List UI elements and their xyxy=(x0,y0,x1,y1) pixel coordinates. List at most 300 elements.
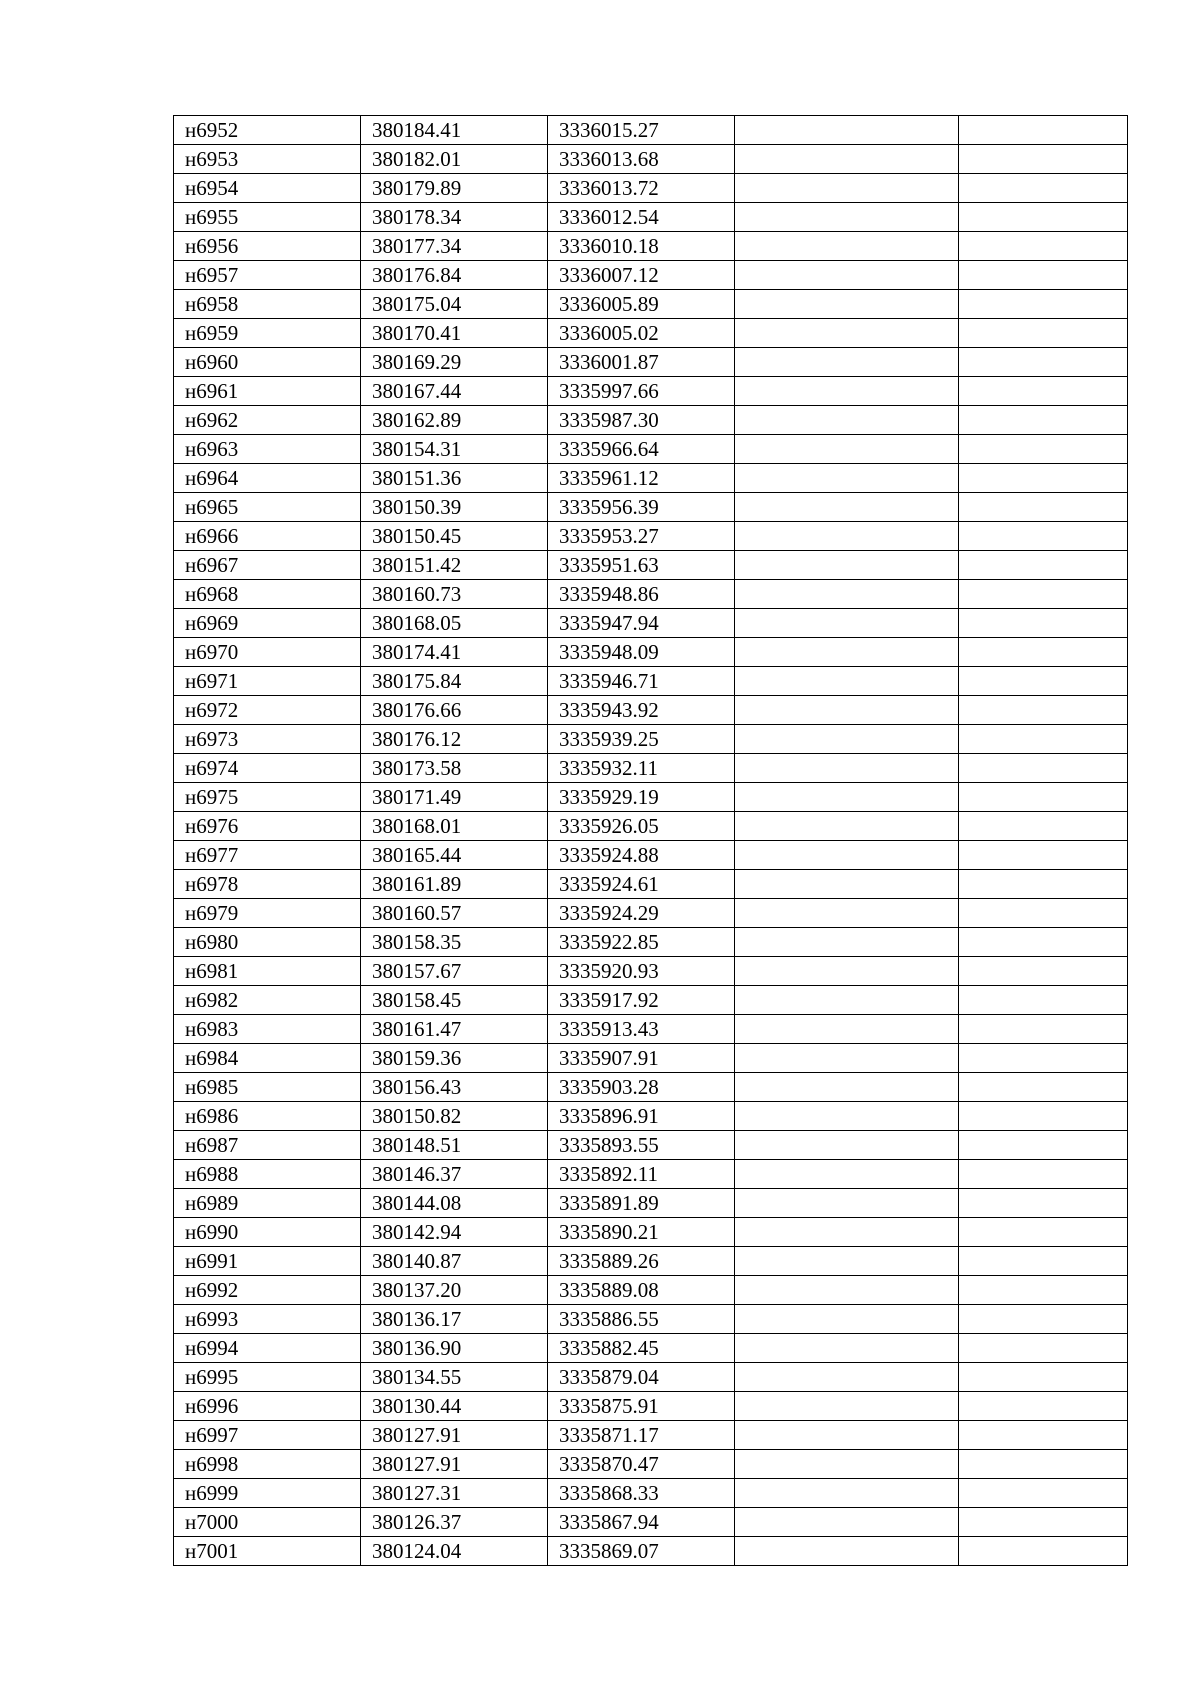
y-coordinate-cell: 3335951.63 xyxy=(548,551,735,580)
empty-cell xyxy=(959,957,1128,986)
empty-cell xyxy=(735,1363,959,1392)
point-id-cell: н6981 xyxy=(174,957,361,986)
empty-cell xyxy=(735,1189,959,1218)
empty-cell xyxy=(959,145,1128,174)
table-row xyxy=(174,1276,1128,1305)
empty-cell xyxy=(735,522,959,551)
empty-cell xyxy=(735,116,959,145)
x-coordinate-cell: 380137.20 xyxy=(361,1276,548,1305)
point-id-cell: н6982 xyxy=(174,986,361,1015)
point-id-cell: н6996 xyxy=(174,1392,361,1421)
empty-cell xyxy=(959,1044,1128,1073)
y-coordinate-cell: 3335961.12 xyxy=(548,464,735,493)
table-row xyxy=(174,812,1128,841)
point-id-cell: н6974 xyxy=(174,754,361,783)
point-id-cell: н6992 xyxy=(174,1276,361,1305)
empty-cell xyxy=(959,435,1128,464)
empty-cell xyxy=(735,1015,959,1044)
x-coordinate-cell: 380150.45 xyxy=(361,522,548,551)
coordinates-table xyxy=(173,115,1128,1566)
empty-cell xyxy=(959,1450,1128,1479)
empty-cell xyxy=(959,1073,1128,1102)
empty-cell xyxy=(959,1131,1128,1160)
x-coordinate-cell: 380168.01 xyxy=(361,812,548,841)
y-coordinate-cell: 3335913.43 xyxy=(548,1015,735,1044)
y-coordinate-cell: 3335882.45 xyxy=(548,1334,735,1363)
empty-cell xyxy=(735,1334,959,1363)
empty-cell xyxy=(735,696,959,725)
table-row xyxy=(174,928,1128,957)
point-id-cell: н6973 xyxy=(174,725,361,754)
y-coordinate-cell: 3336005.02 xyxy=(548,319,735,348)
empty-cell xyxy=(735,1305,959,1334)
empty-cell xyxy=(959,1421,1128,1450)
empty-cell xyxy=(959,406,1128,435)
empty-cell xyxy=(735,1102,959,1131)
table-row xyxy=(174,145,1128,174)
table-row xyxy=(174,1131,1128,1160)
y-coordinate-cell: 3335946.71 xyxy=(548,667,735,696)
empty-cell xyxy=(959,551,1128,580)
empty-cell xyxy=(735,667,959,696)
point-id-cell: н6990 xyxy=(174,1218,361,1247)
empty-cell xyxy=(735,609,959,638)
table-row xyxy=(174,1102,1128,1131)
empty-cell xyxy=(735,232,959,261)
table-row xyxy=(174,203,1128,232)
point-id-cell: н6954 xyxy=(174,174,361,203)
x-coordinate-cell: 380150.82 xyxy=(361,1102,548,1131)
empty-cell xyxy=(735,638,959,667)
point-id-cell: н6987 xyxy=(174,1131,361,1160)
x-coordinate-cell: 380168.05 xyxy=(361,609,548,638)
x-coordinate-cell: 380142.94 xyxy=(361,1218,548,1247)
empty-cell xyxy=(959,290,1128,319)
empty-cell xyxy=(959,754,1128,783)
point-id-cell: н6953 xyxy=(174,145,361,174)
point-id-cell: н6979 xyxy=(174,899,361,928)
point-id-cell: н6969 xyxy=(174,609,361,638)
y-coordinate-cell: 3335870.47 xyxy=(548,1450,735,1479)
point-id-cell: н6994 xyxy=(174,1334,361,1363)
empty-cell xyxy=(735,725,959,754)
empty-cell xyxy=(735,1537,959,1566)
x-coordinate-cell: 380157.67 xyxy=(361,957,548,986)
x-coordinate-cell: 380184.41 xyxy=(361,116,548,145)
point-id-cell: н6976 xyxy=(174,812,361,841)
empty-cell xyxy=(959,1160,1128,1189)
x-coordinate-cell: 380160.73 xyxy=(361,580,548,609)
x-coordinate-cell: 380169.29 xyxy=(361,348,548,377)
empty-cell xyxy=(959,1537,1128,1566)
x-coordinate-cell: 380160.57 xyxy=(361,899,548,928)
y-coordinate-cell: 3335924.88 xyxy=(548,841,735,870)
x-coordinate-cell: 380127.31 xyxy=(361,1479,548,1508)
table-row xyxy=(174,1363,1128,1392)
table-row xyxy=(174,957,1128,986)
point-id-cell: н6991 xyxy=(174,1247,361,1276)
point-id-cell: н6972 xyxy=(174,696,361,725)
x-coordinate-cell: 380136.17 xyxy=(361,1305,548,1334)
y-coordinate-cell: 3335922.85 xyxy=(548,928,735,957)
table-row xyxy=(174,1073,1128,1102)
x-coordinate-cell: 380136.90 xyxy=(361,1334,548,1363)
table-row xyxy=(174,609,1128,638)
point-id-cell: н6970 xyxy=(174,638,361,667)
point-id-cell: н6971 xyxy=(174,667,361,696)
y-coordinate-cell: 3336013.68 xyxy=(548,145,735,174)
x-coordinate-cell: 380176.12 xyxy=(361,725,548,754)
point-id-cell: н6995 xyxy=(174,1363,361,1392)
table-row xyxy=(174,870,1128,899)
empty-cell xyxy=(959,1102,1128,1131)
point-id-cell: н6965 xyxy=(174,493,361,522)
table-row xyxy=(174,406,1128,435)
empty-cell xyxy=(959,870,1128,899)
x-coordinate-cell: 380158.45 xyxy=(361,986,548,1015)
empty-cell xyxy=(735,261,959,290)
empty-cell xyxy=(959,1189,1128,1218)
x-coordinate-cell: 380176.84 xyxy=(361,261,548,290)
y-coordinate-cell: 3335953.27 xyxy=(548,522,735,551)
table-row xyxy=(174,1334,1128,1363)
table-row xyxy=(174,783,1128,812)
empty-cell xyxy=(735,1131,959,1160)
x-coordinate-cell: 380174.41 xyxy=(361,638,548,667)
y-coordinate-cell: 3335920.93 xyxy=(548,957,735,986)
empty-cell xyxy=(959,1247,1128,1276)
table-row xyxy=(174,638,1128,667)
table-row xyxy=(174,1305,1128,1334)
table-row xyxy=(174,1450,1128,1479)
x-coordinate-cell: 380159.36 xyxy=(361,1044,548,1073)
x-coordinate-cell: 380127.91 xyxy=(361,1421,548,1450)
y-coordinate-cell: 3335939.25 xyxy=(548,725,735,754)
point-id-cell: н6963 xyxy=(174,435,361,464)
x-coordinate-cell: 380148.51 xyxy=(361,1131,548,1160)
y-coordinate-cell: 3335890.21 xyxy=(548,1218,735,1247)
point-id-cell: н6985 xyxy=(174,1073,361,1102)
empty-cell xyxy=(735,319,959,348)
x-coordinate-cell: 380130.44 xyxy=(361,1392,548,1421)
x-coordinate-cell: 380177.34 xyxy=(361,232,548,261)
empty-cell xyxy=(959,1392,1128,1421)
y-coordinate-cell: 3335907.91 xyxy=(548,1044,735,1073)
empty-cell xyxy=(959,812,1128,841)
empty-cell xyxy=(959,580,1128,609)
empty-cell xyxy=(735,464,959,493)
y-coordinate-cell: 3336012.54 xyxy=(548,203,735,232)
point-id-cell: н6997 xyxy=(174,1421,361,1450)
empty-cell xyxy=(959,261,1128,290)
point-id-cell: н6988 xyxy=(174,1160,361,1189)
table-row xyxy=(174,1189,1128,1218)
table-row xyxy=(174,1160,1128,1189)
empty-cell xyxy=(735,1160,959,1189)
x-coordinate-cell: 380161.47 xyxy=(361,1015,548,1044)
point-id-cell: н6960 xyxy=(174,348,361,377)
table-row xyxy=(174,1421,1128,1450)
y-coordinate-cell: 3335987.30 xyxy=(548,406,735,435)
point-id-cell: н7001 xyxy=(174,1537,361,1566)
empty-cell xyxy=(959,1508,1128,1537)
empty-cell xyxy=(735,1450,959,1479)
empty-cell xyxy=(735,870,959,899)
empty-cell xyxy=(735,174,959,203)
x-coordinate-cell: 380162.89 xyxy=(361,406,548,435)
empty-cell xyxy=(735,928,959,957)
table-row xyxy=(174,319,1128,348)
empty-cell xyxy=(959,116,1128,145)
table-row xyxy=(174,1247,1128,1276)
table-row xyxy=(174,1537,1128,1566)
empty-cell xyxy=(959,1334,1128,1363)
point-id-cell: н6967 xyxy=(174,551,361,580)
table-row xyxy=(174,116,1128,145)
empty-cell xyxy=(959,203,1128,232)
empty-cell xyxy=(959,377,1128,406)
x-coordinate-cell: 380127.91 xyxy=(361,1450,548,1479)
x-coordinate-cell: 380150.39 xyxy=(361,493,548,522)
point-id-cell: н6980 xyxy=(174,928,361,957)
point-id-cell: н6955 xyxy=(174,203,361,232)
y-coordinate-cell: 3335875.91 xyxy=(548,1392,735,1421)
empty-cell xyxy=(735,348,959,377)
x-coordinate-cell: 380156.43 xyxy=(361,1073,548,1102)
empty-cell xyxy=(959,319,1128,348)
y-coordinate-cell: 3335947.94 xyxy=(548,609,735,638)
point-id-cell: н6989 xyxy=(174,1189,361,1218)
empty-cell xyxy=(735,957,959,986)
point-id-cell: н6966 xyxy=(174,522,361,551)
x-coordinate-cell: 380161.89 xyxy=(361,870,548,899)
y-coordinate-cell: 3336005.89 xyxy=(548,290,735,319)
x-coordinate-cell: 380178.34 xyxy=(361,203,548,232)
point-id-cell: н6993 xyxy=(174,1305,361,1334)
point-id-cell: н6956 xyxy=(174,232,361,261)
x-coordinate-cell: 380124.04 xyxy=(361,1537,548,1566)
table-row xyxy=(174,580,1128,609)
empty-cell xyxy=(735,290,959,319)
empty-cell xyxy=(735,493,959,522)
y-coordinate-cell: 3335886.55 xyxy=(548,1305,735,1334)
point-id-cell: н6961 xyxy=(174,377,361,406)
y-coordinate-cell: 3335891.89 xyxy=(548,1189,735,1218)
empty-cell xyxy=(959,841,1128,870)
table-row xyxy=(174,841,1128,870)
empty-cell xyxy=(735,551,959,580)
empty-cell xyxy=(959,464,1128,493)
y-coordinate-cell: 3335889.08 xyxy=(548,1276,735,1305)
table-row xyxy=(174,464,1128,493)
empty-cell xyxy=(735,899,959,928)
empty-cell xyxy=(735,986,959,1015)
empty-cell xyxy=(735,841,959,870)
y-coordinate-cell: 3335956.39 xyxy=(548,493,735,522)
empty-cell xyxy=(735,1218,959,1247)
empty-cell xyxy=(959,348,1128,377)
empty-cell xyxy=(959,609,1128,638)
empty-cell xyxy=(959,928,1128,957)
table-row xyxy=(174,1044,1128,1073)
table-row xyxy=(174,232,1128,261)
empty-cell xyxy=(735,1247,959,1276)
table-row xyxy=(174,493,1128,522)
table-row xyxy=(174,754,1128,783)
empty-cell xyxy=(735,406,959,435)
table-row xyxy=(174,174,1128,203)
y-coordinate-cell: 3336015.27 xyxy=(548,116,735,145)
x-coordinate-cell: 380175.84 xyxy=(361,667,548,696)
point-id-cell: н6986 xyxy=(174,1102,361,1131)
point-id-cell: н6968 xyxy=(174,580,361,609)
empty-cell xyxy=(735,1276,959,1305)
empty-cell xyxy=(735,1073,959,1102)
x-coordinate-cell: 380140.87 xyxy=(361,1247,548,1276)
y-coordinate-cell: 3335926.05 xyxy=(548,812,735,841)
y-coordinate-cell: 3335871.17 xyxy=(548,1421,735,1450)
y-coordinate-cell: 3335892.11 xyxy=(548,1160,735,1189)
empty-cell xyxy=(959,638,1128,667)
point-id-cell: н6977 xyxy=(174,841,361,870)
empty-cell xyxy=(735,1421,959,1450)
y-coordinate-cell: 3335867.94 xyxy=(548,1508,735,1537)
y-coordinate-cell: 3335917.92 xyxy=(548,986,735,1015)
table-row xyxy=(174,551,1128,580)
empty-cell xyxy=(735,435,959,464)
empty-cell xyxy=(735,1044,959,1073)
y-coordinate-cell: 3335869.07 xyxy=(548,1537,735,1566)
table-row xyxy=(174,522,1128,551)
y-coordinate-cell: 3336013.72 xyxy=(548,174,735,203)
table-row xyxy=(174,348,1128,377)
x-coordinate-cell: 380165.44 xyxy=(361,841,548,870)
empty-cell xyxy=(735,754,959,783)
point-id-cell: н6959 xyxy=(174,319,361,348)
empty-cell xyxy=(735,203,959,232)
point-id-cell: н6984 xyxy=(174,1044,361,1073)
empty-cell xyxy=(959,1276,1128,1305)
table-row xyxy=(174,725,1128,754)
y-coordinate-cell: 3335966.64 xyxy=(548,435,735,464)
empty-cell xyxy=(959,899,1128,928)
empty-cell xyxy=(735,377,959,406)
table-row xyxy=(174,290,1128,319)
y-coordinate-cell: 3335943.92 xyxy=(548,696,735,725)
empty-cell xyxy=(735,783,959,812)
point-id-cell: н6978 xyxy=(174,870,361,899)
table-row xyxy=(174,986,1128,1015)
x-coordinate-cell: 380182.01 xyxy=(361,145,548,174)
table-row xyxy=(174,1218,1128,1247)
y-coordinate-cell: 3335879.04 xyxy=(548,1363,735,1392)
empty-cell xyxy=(959,1015,1128,1044)
empty-cell xyxy=(959,725,1128,754)
x-coordinate-cell: 380171.49 xyxy=(361,783,548,812)
point-id-cell: н6998 xyxy=(174,1450,361,1479)
table-row xyxy=(174,377,1128,406)
empty-cell xyxy=(735,1392,959,1421)
point-id-cell: н6952 xyxy=(174,116,361,145)
y-coordinate-cell: 3336007.12 xyxy=(548,261,735,290)
point-id-cell: н6964 xyxy=(174,464,361,493)
y-coordinate-cell: 3335893.55 xyxy=(548,1131,735,1160)
empty-cell xyxy=(959,174,1128,203)
table-row xyxy=(174,1508,1128,1537)
point-id-cell: н6962 xyxy=(174,406,361,435)
y-coordinate-cell: 3335889.26 xyxy=(548,1247,735,1276)
x-coordinate-cell: 380146.37 xyxy=(361,1160,548,1189)
x-coordinate-cell: 380126.37 xyxy=(361,1508,548,1537)
empty-cell xyxy=(959,986,1128,1015)
point-id-cell: н6957 xyxy=(174,261,361,290)
x-coordinate-cell: 380151.36 xyxy=(361,464,548,493)
empty-cell xyxy=(959,493,1128,522)
empty-cell xyxy=(959,1305,1128,1334)
x-coordinate-cell: 380144.08 xyxy=(361,1189,548,1218)
empty-cell xyxy=(959,1363,1128,1392)
empty-cell xyxy=(735,145,959,174)
y-coordinate-cell: 3336010.18 xyxy=(548,232,735,261)
table-row xyxy=(174,696,1128,725)
x-coordinate-cell: 380170.41 xyxy=(361,319,548,348)
point-id-cell: н7000 xyxy=(174,1508,361,1537)
x-coordinate-cell: 380176.66 xyxy=(361,696,548,725)
empty-cell xyxy=(959,232,1128,261)
x-coordinate-cell: 380154.31 xyxy=(361,435,548,464)
table-row xyxy=(174,435,1128,464)
y-coordinate-cell: 3336001.87 xyxy=(548,348,735,377)
coordinates-table-body xyxy=(174,116,1128,1566)
point-id-cell: н6958 xyxy=(174,290,361,319)
y-coordinate-cell: 3335868.33 xyxy=(548,1479,735,1508)
table-row xyxy=(174,1015,1128,1044)
empty-cell xyxy=(735,1508,959,1537)
x-coordinate-cell: 380167.44 xyxy=(361,377,548,406)
x-coordinate-cell: 380158.35 xyxy=(361,928,548,957)
y-coordinate-cell: 3335924.61 xyxy=(548,870,735,899)
x-coordinate-cell: 380134.55 xyxy=(361,1363,548,1392)
empty-cell xyxy=(959,696,1128,725)
empty-cell xyxy=(735,580,959,609)
table-row xyxy=(174,667,1128,696)
empty-cell xyxy=(735,812,959,841)
y-coordinate-cell: 3335948.86 xyxy=(548,580,735,609)
y-coordinate-cell: 3335948.09 xyxy=(548,638,735,667)
y-coordinate-cell: 3335929.19 xyxy=(548,783,735,812)
table-row xyxy=(174,261,1128,290)
empty-cell xyxy=(959,667,1128,696)
table-row xyxy=(174,899,1128,928)
x-coordinate-cell: 380173.58 xyxy=(361,754,548,783)
x-coordinate-cell: 380151.42 xyxy=(361,551,548,580)
point-id-cell: н6999 xyxy=(174,1479,361,1508)
empty-cell xyxy=(959,1218,1128,1247)
empty-cell xyxy=(959,522,1128,551)
point-id-cell: н6975 xyxy=(174,783,361,812)
y-coordinate-cell: 3335997.66 xyxy=(548,377,735,406)
y-coordinate-cell: 3335924.29 xyxy=(548,899,735,928)
x-coordinate-cell: 380179.89 xyxy=(361,174,548,203)
table-row xyxy=(174,1392,1128,1421)
point-id-cell: н6983 xyxy=(174,1015,361,1044)
empty-cell xyxy=(959,1479,1128,1508)
empty-cell xyxy=(735,1479,959,1508)
x-coordinate-cell: 380175.04 xyxy=(361,290,548,319)
empty-cell xyxy=(959,783,1128,812)
y-coordinate-cell: 3335932.11 xyxy=(548,754,735,783)
table-row xyxy=(174,1479,1128,1508)
